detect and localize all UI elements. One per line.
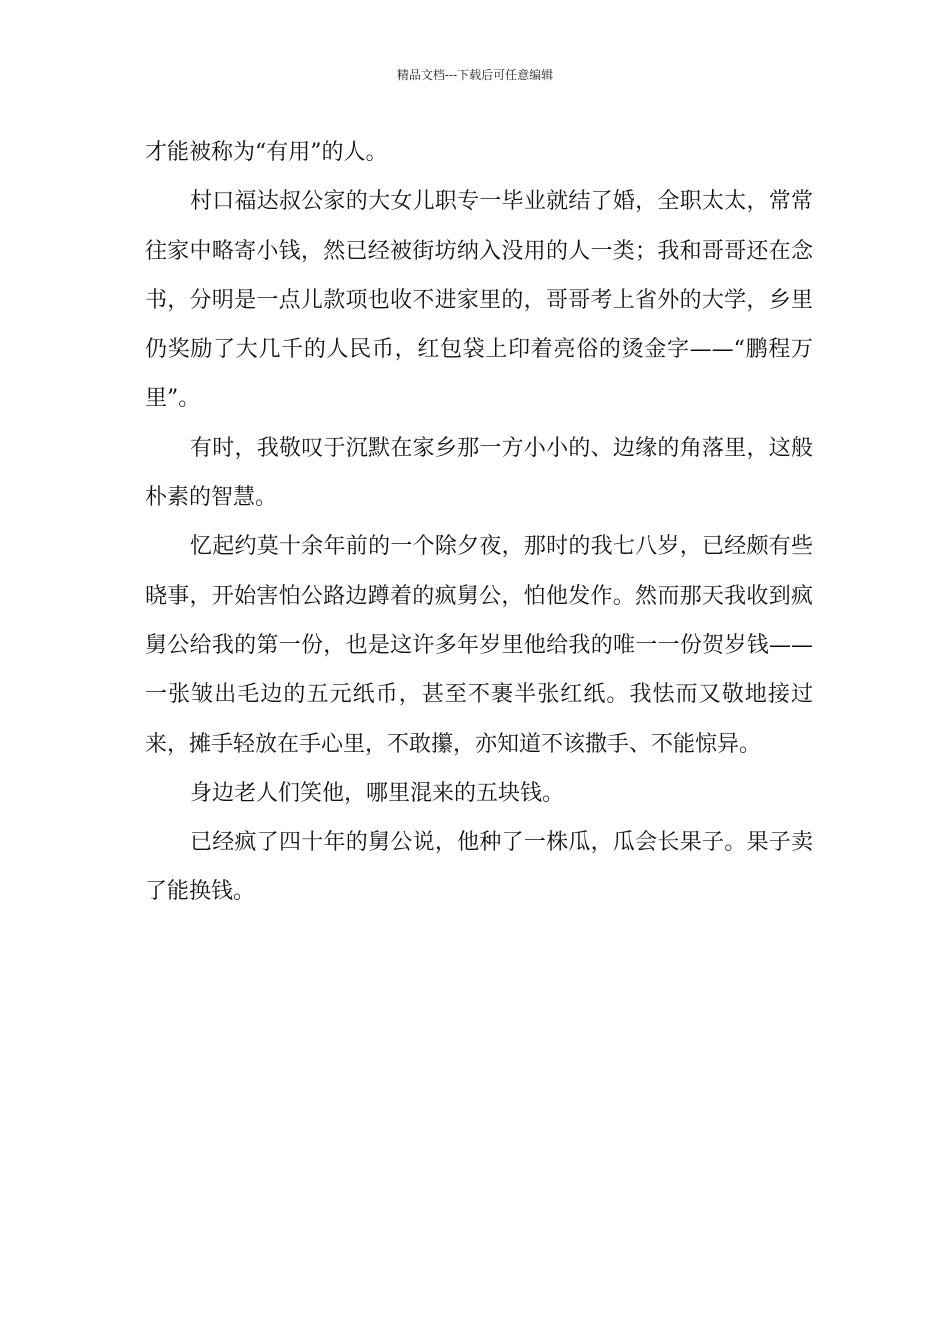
paragraph-1: 才能被称为“有用”的人。 [145, 140, 388, 165]
document-body [145, 128, 813, 917]
paragraph-2: 村口福达叔公家的大女儿职专一毕业就结了婚，全职太太，常常往家中略寄小钱，然已经被街坊纳入没用的人一类；我和哥哥还在念书，分明是一点儿款项也收不进家里的，哥哥考上省外的大学，乡里仍奖励了大几千的人民币，红包袋上印着亮俗的烫金字——“鹏程万里”。 [145, 189, 813, 412]
paragraph-3: 有时，我敬叹于沉默在家乡那一方小小的、边缘的角落里，这般朴素的智慧。 [145, 435, 813, 511]
paragraph-4: 忆起约莫十余年前的一个除夕夜，那时的我七八岁，已经颇有些晓事，开始害怕公路边蹲着的疯舅公，怕他发作。然而那天我收到疯舅公给我的第一份，也是这许多年岁里他给我的唯一一份贺岁钱——一张皱出毛边的五元纸币，甚至不裹半张红纸。我怯而又敬地接过来，摊手轻放在手心里，不敢攥，亦知道不该撒手、不能惊异。 [145, 534, 813, 757]
paragraph-6: 已经疯了四十年的舅公说，他种了一株瓜，瓜会长果子。果子卖了能换钱。 [145, 830, 813, 905]
page-header: 精品文档---下载后可任意编辑 [396, 68, 554, 82]
paragraph-5: 身边老人们笑他，哪里混来的五块钱。 [190, 780, 565, 806]
